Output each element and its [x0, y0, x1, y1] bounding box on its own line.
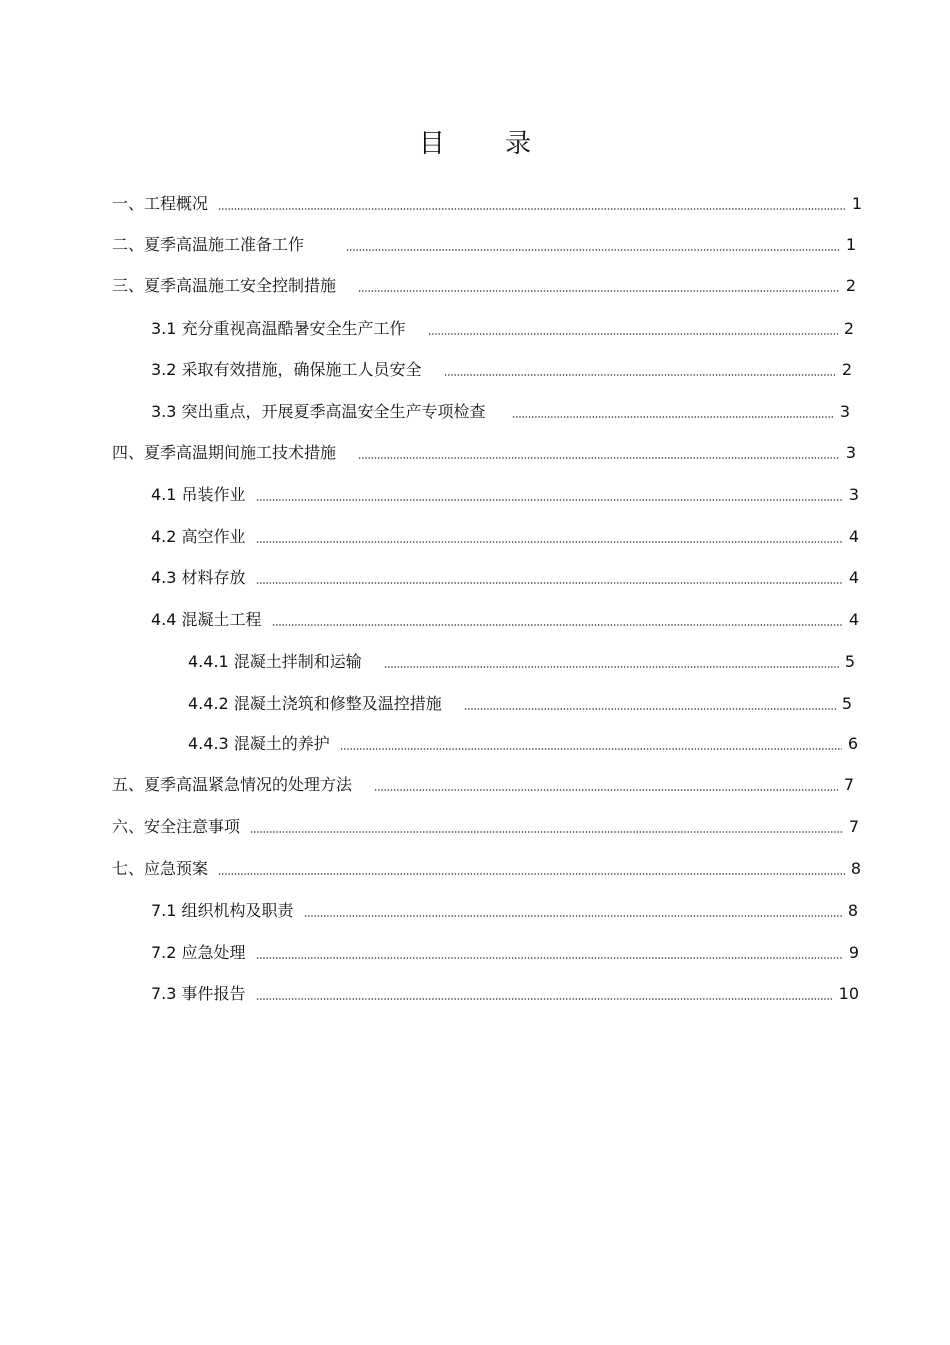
- toc-dot-leader: [304, 915, 842, 917]
- toc-entry-page: 2: [841, 360, 852, 379]
- toc-entry-label: 4.4.2 混凝土浇筑和修整及温控措施: [188, 694, 442, 713]
- toc-entry[interactable]: [112, 192, 862, 216]
- toc-entry-label: 4.2 高空作业: [151, 527, 246, 546]
- toc-entry-label: 三、夏季高温施工安全控制措施: [112, 276, 337, 295]
- toc-dot-leader: [428, 333, 838, 335]
- toc-entry[interactable]: [112, 441, 856, 465]
- toc-entry-label: 4.4 混凝土工程: [151, 610, 262, 629]
- toc-entry-page: 1: [851, 194, 862, 213]
- toc-entry-label: 7.2 应急处理: [151, 943, 246, 962]
- toc-entry-label: 3.2 采取有效措施，确保施工人员安全: [151, 360, 422, 379]
- toc-entry-label: 六、安全注意事项: [112, 817, 241, 836]
- toc-entry-label: 4.3 材料存放: [151, 568, 246, 587]
- toc-dot-leader: [444, 374, 836, 376]
- toc-entry-label: 一、工程概况: [112, 194, 209, 213]
- toc-dot-leader: [256, 499, 843, 501]
- toc-entry[interactable]: [112, 773, 854, 797]
- toc-dot-leader: [250, 831, 843, 833]
- toc-entry[interactable]: [151, 941, 859, 965]
- toc-entry-label: 五、夏季高温紧急情况的处理方法: [112, 775, 353, 794]
- toc-entry[interactable]: [151, 899, 858, 923]
- toc-entry[interactable]: [112, 233, 856, 257]
- toc-entry-label: 四、夏季高温期间施工技术措施: [112, 443, 337, 462]
- toc-entry-page: 5: [841, 694, 852, 713]
- toc-entry[interactable]: [151, 400, 850, 424]
- toc-entry[interactable]: [151, 525, 859, 549]
- toc-entry-page: 1: [845, 235, 856, 254]
- toc-entry-label: 七、应急预案: [112, 859, 209, 878]
- toc-dot-leader: [256, 957, 843, 959]
- toc-dot-leader: [218, 208, 846, 210]
- toc-dot-leader: [464, 708, 836, 710]
- toc-entry[interactable]: [151, 982, 859, 1006]
- toc-entry-page: 10: [838, 984, 859, 1003]
- toc-entry-page: 4: [848, 568, 859, 587]
- toc-entry[interactable]: [112, 815, 859, 839]
- toc-entry[interactable]: [151, 483, 859, 507]
- toc-entry-label: 4.1 吊装作业: [151, 485, 246, 504]
- toc-entry[interactable]: [112, 857, 861, 881]
- toc-entry-label: 二、夏季高温施工准备工作: [112, 235, 305, 254]
- toc-entry-page: 3: [839, 402, 850, 421]
- toc-dot-leader: [512, 416, 834, 418]
- toc-entry-label: 4.4.3 混凝土的养护: [188, 734, 330, 753]
- toc-entry-page: 4: [848, 610, 859, 629]
- toc-entry-page: 7: [843, 775, 854, 794]
- toc-entry-label: 4.4.1 混凝土拌制和运输: [188, 652, 362, 671]
- toc-entry[interactable]: [151, 566, 859, 590]
- toc-entry-page: 6: [847, 734, 858, 753]
- toc-entry-page: 7: [848, 817, 859, 836]
- toc-dot-leader: [358, 457, 840, 459]
- toc-entry-page: 5: [844, 652, 855, 671]
- toc-dot-leader: [340, 748, 842, 750]
- toc-entry-page: 3: [848, 485, 859, 504]
- toc-dot-leader: [358, 290, 840, 292]
- toc-entry-page: 3: [845, 443, 856, 462]
- toc-entry-page: 4: [848, 527, 859, 546]
- toc-dot-leader: [256, 541, 843, 543]
- toc-entry-page: 8: [850, 859, 861, 878]
- toc-entry[interactable]: [151, 317, 854, 341]
- toc-dot-leader: [256, 998, 833, 1000]
- toc-entry-page: 2: [845, 276, 856, 295]
- toc-dot-leader: [374, 789, 838, 791]
- page-title: 目 录: [418, 129, 558, 159]
- toc-entry[interactable]: [188, 692, 852, 716]
- toc-entry[interactable]: [188, 650, 855, 674]
- toc-entry-label: 7.3 事件报告: [151, 984, 246, 1003]
- toc-entry[interactable]: [151, 358, 852, 382]
- toc-entry-label: 3.3 突出重点，开展夏季高温安全生产专项检查: [151, 402, 486, 421]
- toc-dot-leader: [346, 249, 840, 251]
- toc-entry-label: 3.1 充分重视高温酷暑安全生产工作: [151, 319, 406, 338]
- toc-dot-leader: [218, 873, 845, 875]
- toc-entry-page: 9: [848, 943, 859, 962]
- toc-entry-page: 2: [843, 319, 854, 338]
- toc-dot-leader: [384, 666, 839, 668]
- toc-entry[interactable]: [188, 732, 858, 756]
- toc-dot-leader: [272, 624, 843, 626]
- toc-entry[interactable]: [112, 274, 856, 298]
- toc-entry-label: 7.1 组织机构及职责: [151, 901, 294, 920]
- toc-entry-page: 8: [847, 901, 858, 920]
- toc-dot-leader: [256, 582, 843, 584]
- toc-entry[interactable]: [151, 608, 859, 632]
